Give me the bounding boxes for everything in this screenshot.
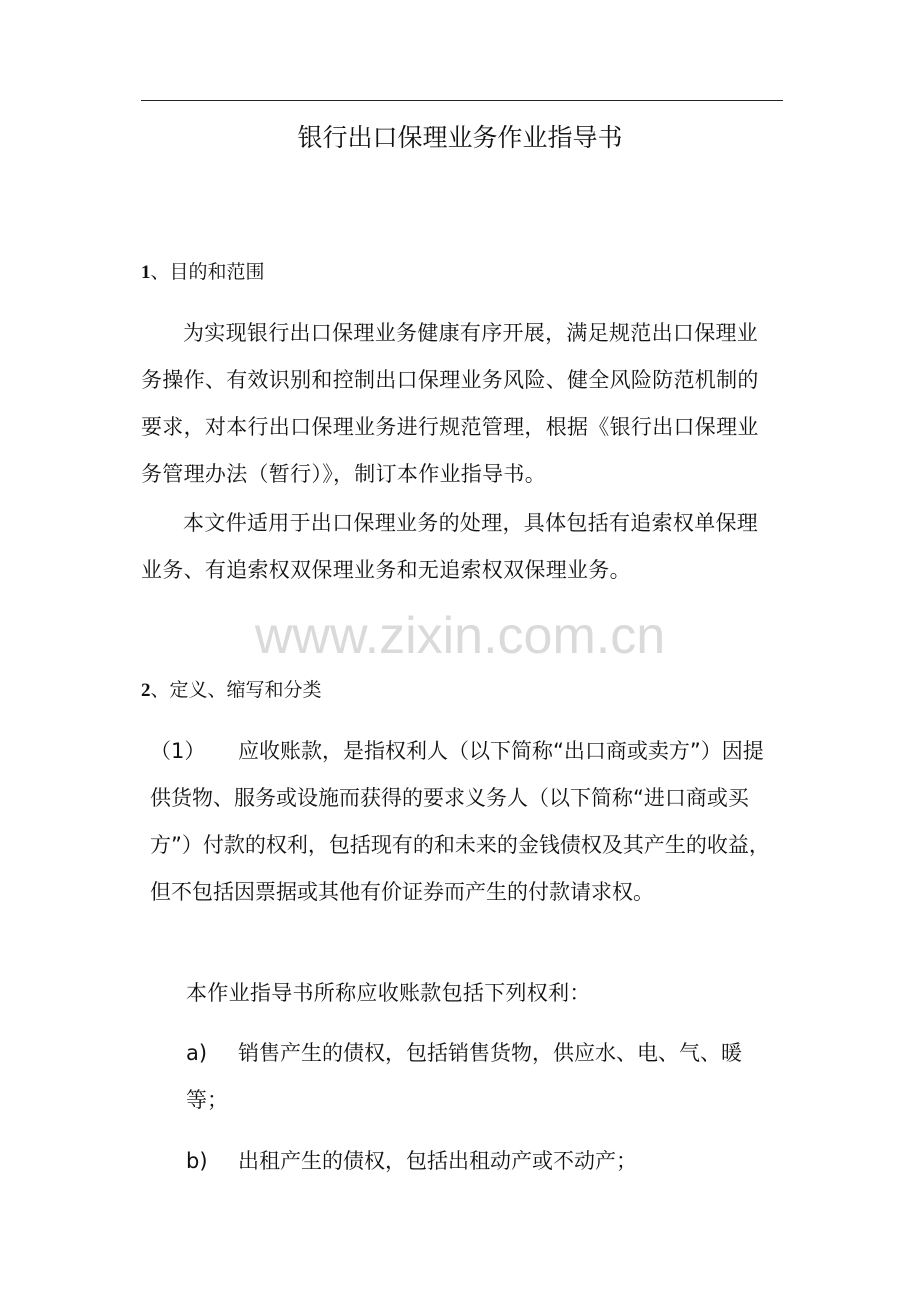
section-2-heading [141,676,322,705]
page-title: 银行出口保理业务作业指导书 [297,123,623,152]
section-1-paragraph-1: 为实现银行出口保理业务健康有序开展，满足规范出口保理业务操作、有效识别和控制出口保理业务风险、健全风险防范机制的要求，对本行出口保理业务进行规范管理，根据《银行出口保理业务管理办法（暂行）》，制订本作业指导书。 [141,321,759,486]
section-1-title: 、目的和范围 [150,261,265,283]
list-item-b-text: 出租产生的债权，包括出租动产或不动产； [238,1149,637,1173]
definition-1-marker: （1） [150,739,206,763]
list-item-a-marker: a) [186,1041,208,1065]
list-item-b-marker: b) [186,1149,208,1173]
watermark: www.zixin.com.cn [254,607,666,665]
section-2-title: 、定义、缩写和分类 [150,679,322,701]
definition-1-scope: 本作业指导书所称应收账款包括下列权利： [186,981,591,1005]
list-item-a [186,1030,798,1130]
section-1-heading [141,258,265,287]
list-item-b [186,1138,798,1188]
header-rule [141,100,783,101]
definition-1-text: 应收账款，是指权利人（以下简称“出口商或卖方”）因提供货物、服务或设施而获得的要求义务人（以下简称“进口商或买方”）付款的权利，包括现有的和未来的金钱债权及其产生的收益，但不包括因票据或其他有价证券而产生的付款请求权。 [150,739,770,904]
section-1-number: 1 [141,262,151,283]
section-1-paragraph-2: 本文件适用于出口保理业务的处理，具体包括有追索权单保理业务、有追索权双保理业务和无追索权双保理业务。 [141,511,759,582]
list-item-a-text: 销售产生的债权，包括销售货物，供应水、电、气、暖等； [186,1041,742,1112]
section-2-number: 2 [141,680,151,701]
definition-1 [150,728,790,958]
